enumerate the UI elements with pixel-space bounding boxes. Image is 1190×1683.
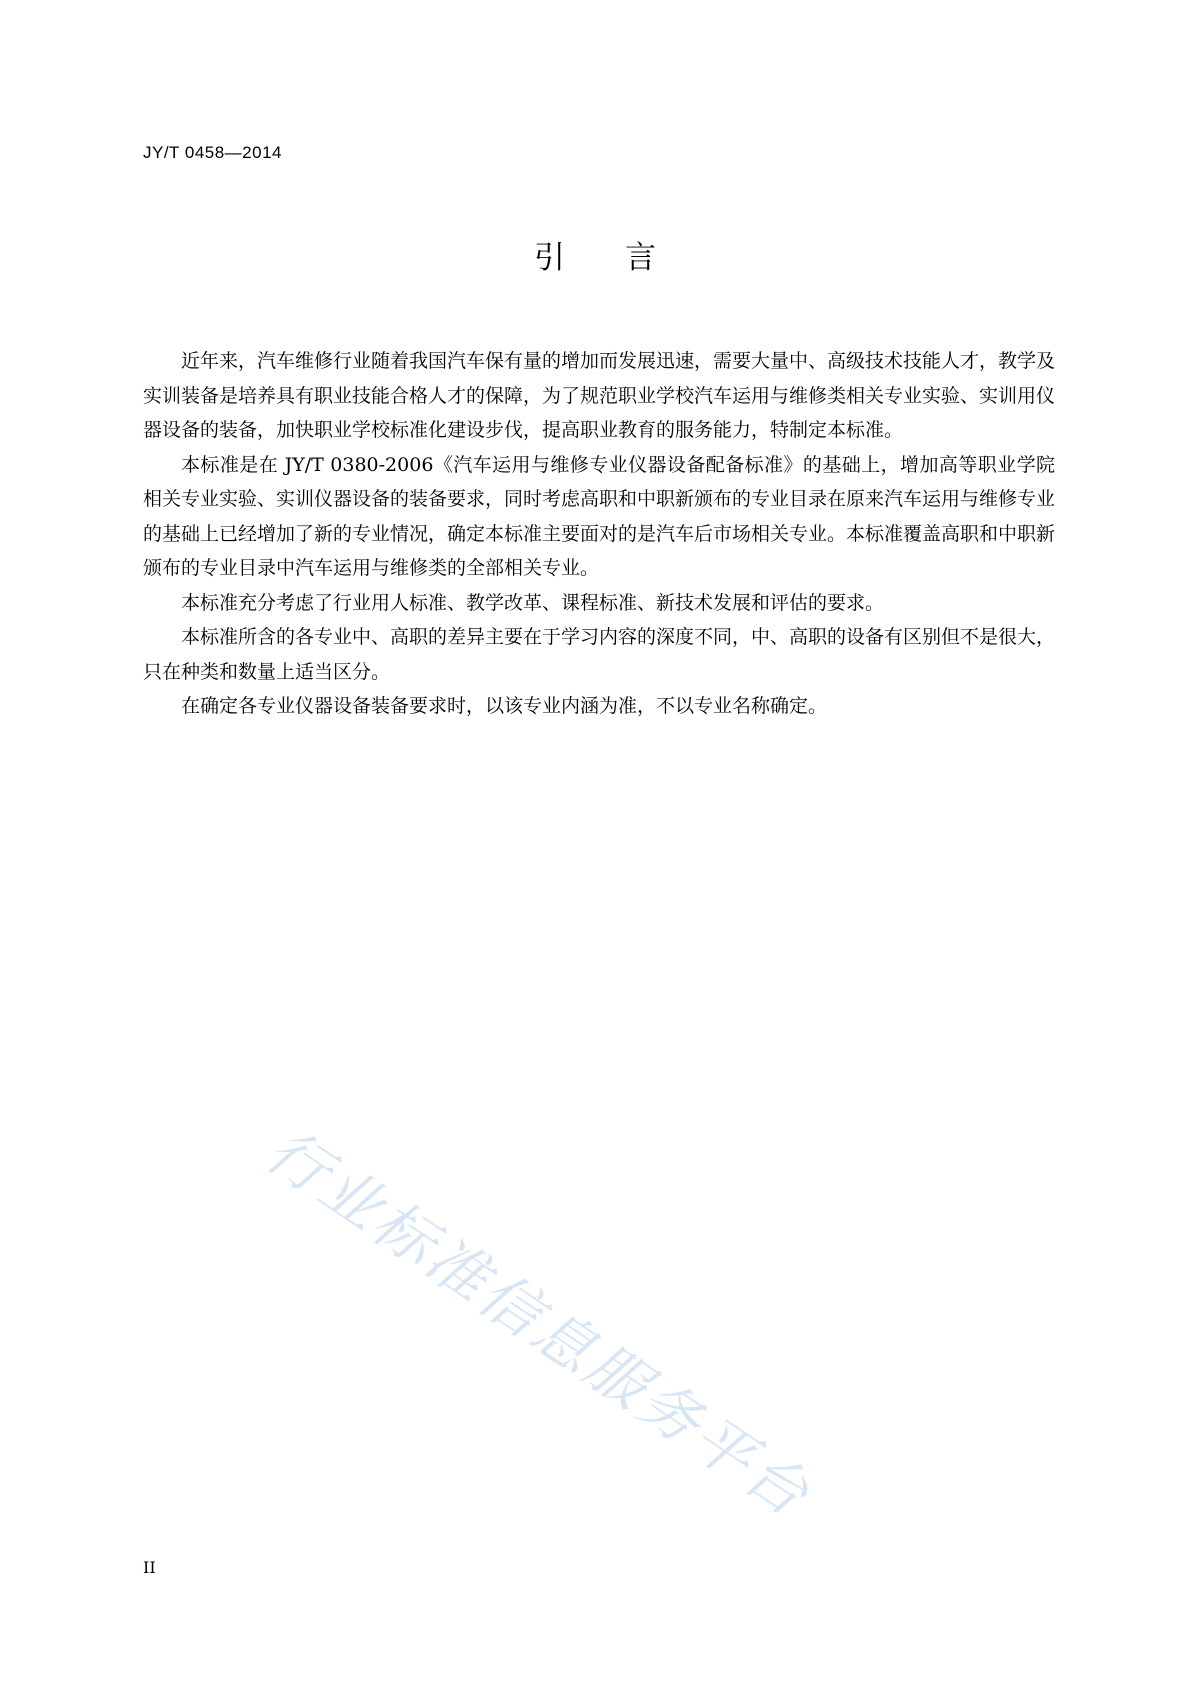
paragraph: 本标准所含的各专业中、高职的差异主要在于学习内容的深度不同，中、高职的设备有区别但不是很大，只在种类和数量上适当区分。	[143, 626, 1056, 683]
watermark: 行业标准信息服务平台	[253, 1115, 824, 1532]
body-text	[143, 344, 1055, 724]
page-number: II	[143, 1558, 156, 1577]
paragraph: 在确定各专业仪器设备装备要求时，以该专业内涵为准，不以专业名称确定。	[181, 695, 828, 717]
paragraph: 本标准是在 JY/T 0380-2006《汽车运用与维修专业仪器设备配备标准》的基础上，增加高等职业学院相关专业实验、实训仪器设备的装备要求，同时考虑高职和中职新颁布的专业目录在原来汽车运用与维修专业的基础上已经增加了新的专业情况，确定本标准主要面对的是汽车后市场相关专业。本标准覆盖高职和中职新颁布的专业目录中汽车运用与维修类的全部相关专业。	[143, 453, 1056, 579]
document-code: JY/T 0458—2014	[143, 143, 282, 162]
paragraph: 近年来，汽车维修行业随着我国汽车保有量的增加而发展迅速，需要大量中、高级技术技能人才，教学及实训装备是培养具有职业技能合格人才的保障，为了规范职业学校汽车运用与维修类相关专业实验、实训用仪器设备的装备，加快职业学校标准化建设步伐，提高职业教育的服务能力，特制定本标准。	[143, 350, 1056, 441]
page-title: 引言	[534, 240, 716, 276]
paragraph: 本标准充分考虑了行业用人标准、教学改革、课程标准、新技术发展和评估的要求。	[181, 591, 885, 614]
